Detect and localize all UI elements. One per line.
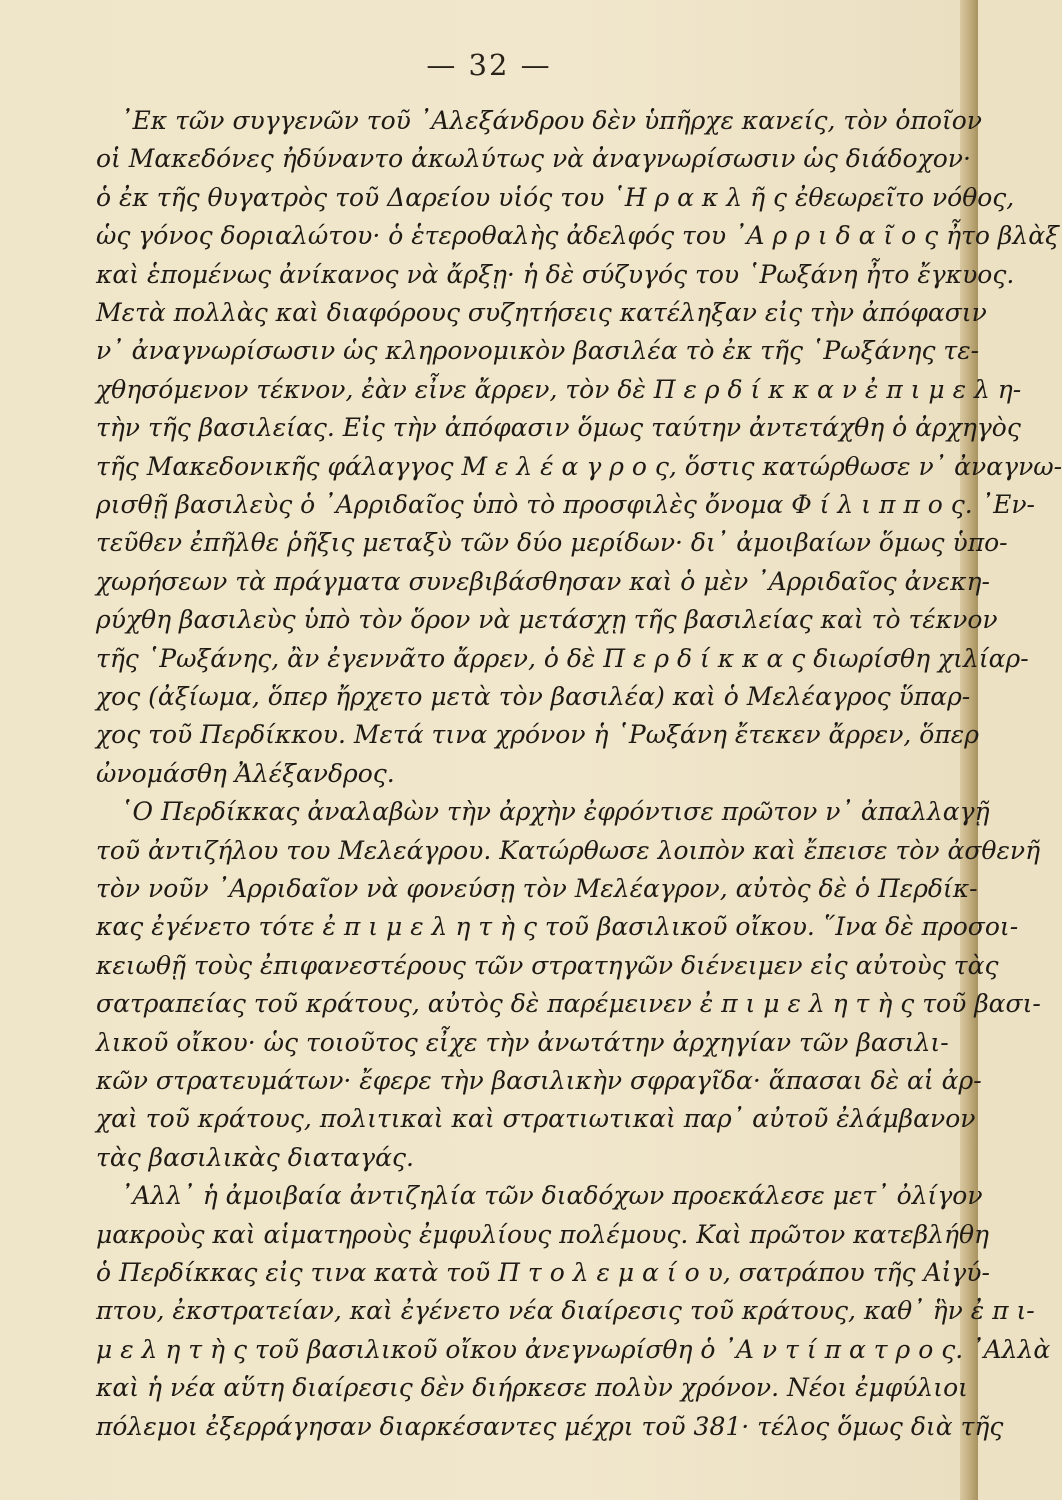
text-line: Μετὰ πολλὰς καὶ διαφόρους συζητήσεις κατέληξαν εἰς τὴν ἀπόφασιν	[96, 298, 987, 327]
text-line: χθησόμενον τέκνον, ἐὰν εἶνε ἄρρεν, τὸν δὲ Π ε ρ δ ί κ κ α ν ἐ π ι μ ε λ η-	[96, 374, 1022, 404]
text-line: τῆς Μακεδονικῆς φάλαγγος Μ ε λ έ α γ ρ ο ς, ὅστις κατώρθωσε ν᾿ ἀναγνω-	[96, 451, 1062, 481]
text-line: κῶν στρατευμάτων· ἔφερε τὴν βασιλικὴν σφραγῖδα· ἅπασαι δὲ αἱ ἀρ-	[96, 1066, 982, 1095]
text-line: καὶ ἑπομένως ἀνίκανος νὰ ἄρξῃ· ἡ δὲ σύζυγός του ῾Ρωξάνη ἦτο ἔγκυος.	[96, 259, 1015, 289]
text-line: ᾿Εκ τῶν συγγενῶν τοῦ ᾿Αλεξάνδρου δὲν ὑπῆρχε κανείς, τὸν ὁποῖον	[120, 106, 982, 135]
text-line: οἱ Μακεδόνες ἠδύναντο ἀκωλύτως νὰ ἀναγνωρίσωσιν ὡς διάδοχον·	[96, 144, 971, 174]
text-line: ὁ Περδίκκας εἰς τινα κατὰ τοῦ Π τ ο λ ε μ α ί ο υ, σατράπου τῆς Αἰγύ-	[96, 1258, 990, 1287]
text-line: ρύχθη βασιλεὺς ὑπὸ τὸν ὅρον νὰ μετάσχῃ τῆς βασιλείας καὶ τὸ τέκνον	[96, 605, 998, 635]
text-line: τὸν νοῦν ᾿Αρριδαῖον νὰ φονεύσῃ τὸν Μελέαγρον, αὐτὸς δὲ ὁ Περδίκ-	[96, 874, 978, 903]
text-line: σατραπείας τοῦ κράτους, αὐτὸς δὲ παρέμεινεν ἐ π ι μ ε λ η τ ὴ ς τοῦ βασι-	[96, 989, 1041, 1019]
text-line: ὡς γόνος δοριαλώτου· ὁ ἑτεροθαλὴς ἀδελφός του ᾿Α ρ ρ ι δ α ῖ ο ς ἦτο βλὰξ	[96, 221, 1059, 251]
page-number: — 32 —	[426, 48, 552, 82]
text-line: χαὶ τοῦ κράτους, πολιτικαὶ καὶ στρατιωτικαὶ παρ᾿ αὐτοῦ ἐλάμβανον	[96, 1104, 976, 1134]
text-line: ὠνομάσθη Ἀλέξανδρος.	[96, 758, 395, 788]
text-line: ῾Ο Περδίκκας ἀναλαβὼν τὴν ἀρχὴν ἐφρόντισε πρῶτον ν᾿ ἀπαλλαγῇ	[120, 797, 990, 827]
text-line: τῆς ῾Ρωξάνης, ἂν ἐγεννᾶτο ἄρρεν, ὁ δὲ Π ε ρ δ ί κ κ α ς διωρίσθη χιλίαρ-	[96, 643, 1029, 673]
text-line: ᾿Αλλ᾿ ἡ ἀμοιβαία ἀντιζηλία τῶν διαδόχων προεκάλεσε μετ᾿ ὀλίγον	[120, 1181, 983, 1211]
text-line: ν᾿ ἀναγνωρίσωσιν ὡς κληρονομικὸν βασιλέα τὸ ἐκ τῆς ῾Ρωξάνης τε-	[96, 336, 980, 366]
text-line: μ ε λ η τ ὴ ς τοῦ βασιλικοῦ οἴκου ἀνεγνωρίσθη ὁ ᾿Α ν τ ί π α τ ρ ο ς. ᾿Αλλὰ	[96, 1334, 1051, 1364]
text-line: τεῦθεν ἐπῆλθε ῥῆξις μεταξὺ τῶν δύο μερίδων· δι᾿ ἀμοιβαίων ὅμως ὑπο-	[96, 528, 1008, 558]
text-line: τὰς βασιλικὰς διαταγάς.	[96, 1142, 414, 1172]
text-line: τοῦ ἀντιζήλου του Μελεάγρου. Κατώρθωσε λοιπὸν καὶ ἔπεισε τὸν ἀσθενῆ	[96, 835, 1041, 865]
text-line: ρισθῇ βασιλεὺς ὁ ᾿Αρριδαῖος ὑπὸ τὸ προσφιλὲς ὄνομα Φ ί λ ι π π ο ς. ᾿Εν-	[96, 490, 1036, 519]
text-line: χος (ἀξίωμα, ὅπερ ἤρχετο μετὰ τὸν βασιλέα) καὶ ὁ Μελέαγρος ὕπαρ-	[96, 682, 971, 711]
text-line: χος τοῦ Περδίκκου. Μετά τινα χρόνον ἡ ῾Ρωξάνη ἔτεκεν ἄρρεν, ὅπερ	[96, 720, 979, 750]
text-line: λικοῦ οἴκου· ὡς τοιοῦτος εἶχε τὴν ἀνωτάτην ἀρχηγίαν τῶν βασιλι-	[96, 1027, 949, 1057]
text-line: τὴν τῆς βασιλείας. Εἰς τὴν ἀπόφασιν ὅμως ταύτην ἀντετάχθη ὁ ἀρχηγὸς	[96, 413, 1021, 443]
text-line: κας ἐγένετο τότε ἐ π ι μ ε λ η τ ὴ ς τοῦ βασιλικοῦ οἴκου. ῞Ινα δὲ προσοι-	[96, 912, 1019, 942]
text-line: ὁ ἐκ τῆς θυγατρὸς τοῦ Δαρείου υἱός του ῾Η ρ α κ λ ῆ ς ἐθεωρεῖτο νόθος,	[96, 182, 1015, 212]
text-line: πόλεμοι ἐξερράγησαν διαρκέσαντες μέχρι τοῦ 381· τέλος ὅμως διὰ τῆς	[96, 1411, 1004, 1441]
text-line: πτου, ἐκστρατείαν, καὶ ἐγένετο νέα διαίρεσις τοῦ κράτους, καθ᾿ ἣν ἐ π ι-	[96, 1296, 1035, 1326]
text-line: καὶ ἡ νέα αὕτη διαίρεσις δὲν διήρκεσε πολὺν χρόνον. Νέοι ἐμφύλιοι	[96, 1373, 968, 1403]
text-line: μακροὺς καὶ αἱματηροὺς ἐμφυλίους πολέμους. Καὶ πρῶτον κατεβλήθη	[96, 1219, 989, 1249]
text-line: χωρήσεων τὰ πράγματα συνεβιβάσθησαν καὶ ὁ μὲν ᾿Αρριδαῖος ἀνεκη-	[96, 566, 990, 596]
text-line: κειωθῇ τοὺς ἐπιφανεστέρους τῶν στρατηγῶν διένειμεν εἰς αὐτοὺς τὰς	[96, 950, 999, 980]
